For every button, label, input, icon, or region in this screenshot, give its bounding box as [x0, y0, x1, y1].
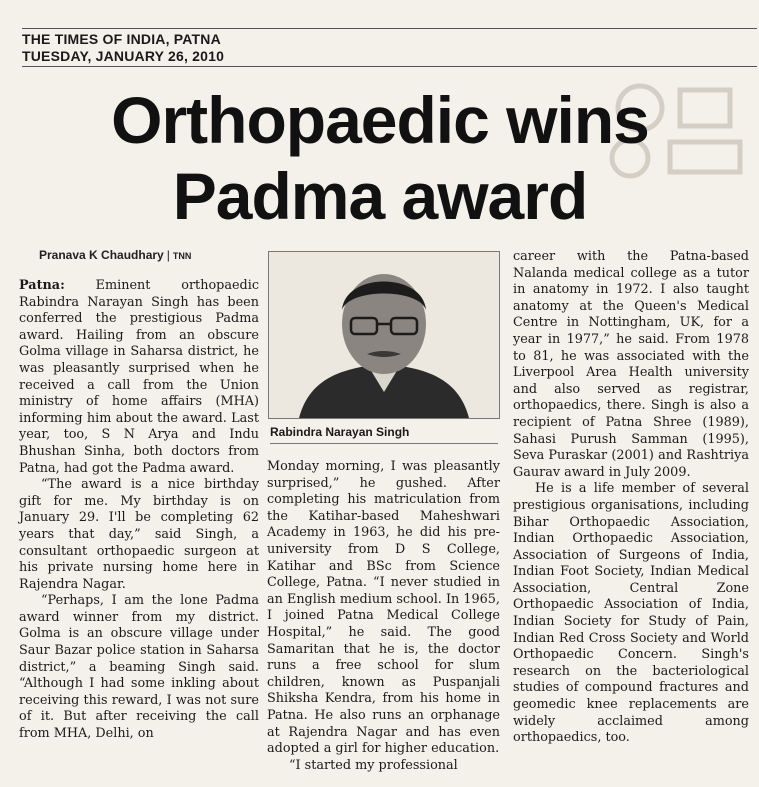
article-column-1 — [19, 278, 259, 743]
portrait-illustration — [269, 252, 499, 418]
article-paragraph: “Perhaps, I am the lone Padma award winner from my district. Golma is an obscure village under Saur Bazar police station in Saharsa district,” a beaming Singh said. “Although I had some inkling about receiving this reward, I was not sure of it. But after receiving the call from MHA, Delhi, on — [19, 593, 259, 742]
publication-date: TUESDAY, JANUARY 26, 2010 — [22, 48, 225, 64]
masthead — [22, 28, 757, 65]
dateline: Patna: — [19, 278, 65, 293]
byline-separator: | — [166, 248, 170, 262]
author-name: Pranava K Chaudhary — [39, 248, 164, 262]
portrait-photo — [268, 251, 500, 419]
headline-line-1: Orthopaedic wins — [111, 83, 649, 157]
headline-line-2: Padma award — [172, 159, 588, 233]
article-paragraph: “The award is a nice birthday gift for me. My birthday is on January 29. I'll be completing 62 years that day,” said Singh, a consultant orthopaedic surgeon at his private nursing home here in Rajendra Nagar. — [19, 477, 259, 592]
article-paragraph: career with the Patna-based Nalanda medical college as a tutor in anatomy in 1972. I also taught anatomy at the Queen's Medical Centre in Nottingham, UK, for a year in 1977,” he said. From 1978 to 81, he was associated with the Liverpool Area Health university and also served as registrar, orthopaedics, there. Singh is also a recipient of Patna Shree (1989), Sahasi Purush Samman (1995), Seva Puraskar (2001) and Rashtriya Gaurav award in July 2009. — [513, 249, 749, 480]
article-paragraph: “I started my professional — [289, 757, 458, 773]
article-paragraph: He is a life member of several prestigious organisations, including Bihar Orthopaedic Association, Indian Orthopaedic Association, Association of Surgeons of India, Indian Foot Society, Indian Medical Association, Central Zone Orthopaedic Association of India, Indian Society for Study of Pain, Indian Red Cross Society and World Orthopaedic Concern. Singh's research on the bacteriological studies of compound fractures and geomedic knee replacements are widely acclaimed among orthopaedics, too. — [513, 481, 749, 746]
article-paragraph: Monday morning, I was pleasantly surprised,” he gushed. After completing his matriculation from the Katihar-based Maheshwari Academy in 1963, he did his pre-university from D S College, Katihar and BSc from Science College, Patna. “I never studied in an English medium school. In 1965, I joined Patna Medical College Hospital,” he said. The good Samaritan that he is, the doctor runs a free school for slum children, known as Puspanjali Shiksha Kendra, from his home in Patna. He also runs an orphanage at Rajendra Nagar and has even adopted a girl for higher education. — [267, 459, 500, 757]
article-column-2 — [267, 459, 500, 774]
photo-caption: Rabindra Narayan Singh — [270, 425, 498, 444]
article-paragraph — [19, 278, 259, 477]
byline — [39, 248, 191, 262]
news-agency: TNN — [172, 251, 192, 261]
paragraph-text: Eminent orthopaedic Rabindra Narayan Singh has been conferred the prestigious Padma award. Hailing from an obscure Golma village in Saharsa district, he was pleasantly surprised when he received a call from the Union ministry of home affairs (MHA) informing him about the award. Last year, too, S N Arya and Indu Bhushan Sinha, both doctors from Patna, had got the Padma award. — [19, 278, 259, 476]
newspaper-name: THE TIMES OF INDIA, PATNA — [22, 31, 221, 47]
headline — [30, 82, 730, 234]
masthead-rule — [22, 66, 757, 67]
article-column-3 — [513, 249, 749, 747]
